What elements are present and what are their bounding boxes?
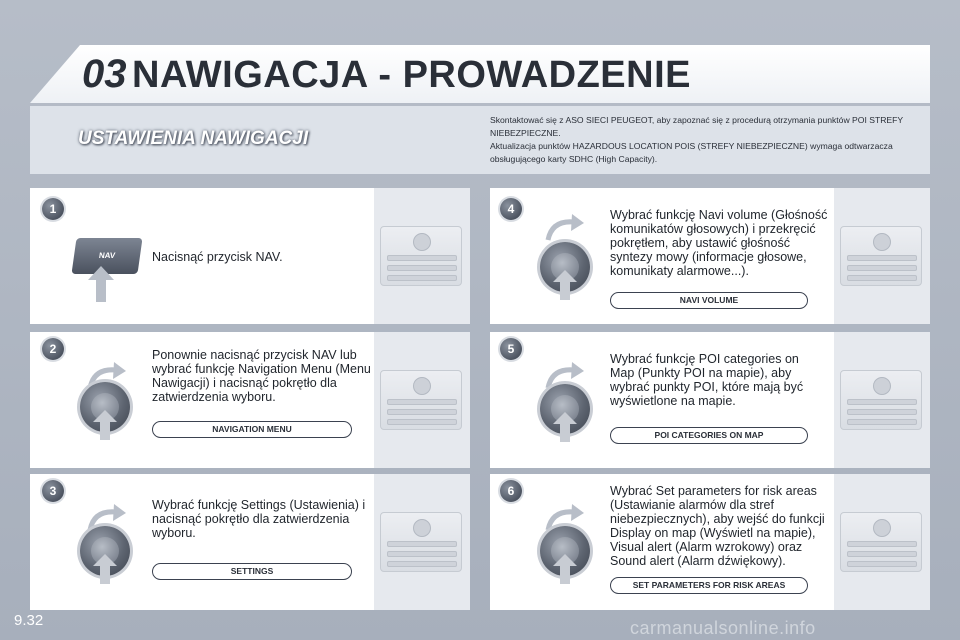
label-pill: NAVIGATION MENU	[152, 421, 352, 438]
step-text: Wybrać funkcję Navi volume (Głośność komunikatów głosowych) i przekręcić pokrętłem, aby ustawić głośność syntezy mowy (informacje głosowe, komunikaty alarmowe...).	[610, 208, 828, 278]
label-pill: NAVI VOLUME	[610, 292, 808, 309]
step-panel-1	[30, 188, 470, 324]
step-number: 5	[500, 338, 522, 360]
step-panel-5	[490, 332, 930, 468]
step-text: Nacisnąć przycisk NAV.	[152, 250, 283, 264]
step-text: Ponownie nacisnąć przycisk NAV lub wybrać funkcję Navigation Menu (Menu Nawigacji) i nacisnąć pokrętło dla zatwierdzenia wyboru.	[152, 348, 371, 404]
up-arrow-icon	[92, 554, 118, 584]
radio-panel-icon	[840, 512, 922, 572]
up-arrow-icon	[552, 412, 578, 442]
label-pill: POI CATEGORIES ON MAP	[610, 427, 808, 444]
watermark: carmanualsonline.info	[630, 618, 816, 638]
rotate-arrow-icon	[544, 214, 584, 244]
step-text: Wybrać funkcję Settings (Ustawienia) i nacisnąć pokrętło dla zatwierdzenia wyboru.	[152, 498, 366, 540]
radio-panel-icon	[380, 226, 462, 286]
step-panel-3	[30, 474, 470, 610]
step-number: 4	[500, 198, 522, 220]
info-line-1: Skontaktować się z ASO SIECI PEUGEOT, aby zapoznać się z procedurą otrzymania punktów POI STREFY NIEBEZPIECZNE.	[490, 115, 903, 138]
step-number: 3	[42, 480, 64, 502]
info-line-2: Aktualizacja punktów HAZARDOUS LOCATION POIS (STREFY NIEBEZPIECZNE) wymaga odtwarzacza obsługującego karty SDHC (High Capacity).	[490, 141, 893, 164]
step-panel-4	[490, 188, 930, 324]
radio-panel-icon	[380, 370, 462, 430]
radio-panel-icon	[380, 512, 462, 572]
label-pill: SET PARAMETERS FOR RISK AREAS	[610, 577, 808, 594]
chapter-number: 03	[82, 52, 127, 96]
page-number: 9.32	[14, 612, 44, 629]
step-number: 1	[42, 198, 64, 220]
radio-panel-icon	[840, 370, 922, 430]
up-arrow-icon	[552, 554, 578, 584]
up-arrow-icon	[92, 410, 118, 440]
step-number: 2	[42, 338, 64, 360]
step-number: 6	[500, 480, 522, 502]
page-title: NAWIGACJA - PROWADZENIE	[132, 54, 691, 96]
label-pill: SETTINGS	[152, 563, 352, 580]
up-arrow-icon	[86, 266, 116, 302]
up-arrow-icon	[552, 270, 578, 300]
step-text: Wybrać Set parameters for risk areas (Ustawianie alarmów dla stref niebezpiecznych), aby wejść do funkcji Display on map (Wyświetl na mapie), Visual alert (Alarm wzrokowy) oraz Sound alert (Alarm dźwiękowy).	[610, 484, 825, 568]
radio-panel-icon	[840, 226, 922, 286]
nav-button-icon: NAV	[71, 238, 142, 274]
step-panel-2	[30, 332, 470, 468]
step-panel-6	[490, 474, 930, 610]
info-text	[490, 114, 920, 166]
section-title: USTAWIENIA NAWIGACJI	[78, 128, 309, 149]
step-text: Wybrać funkcję POI categories on Map (Punkty POI na mapie), aby wybrać punkty POI, które mają być wyświetlone na mapie.	[610, 352, 804, 408]
